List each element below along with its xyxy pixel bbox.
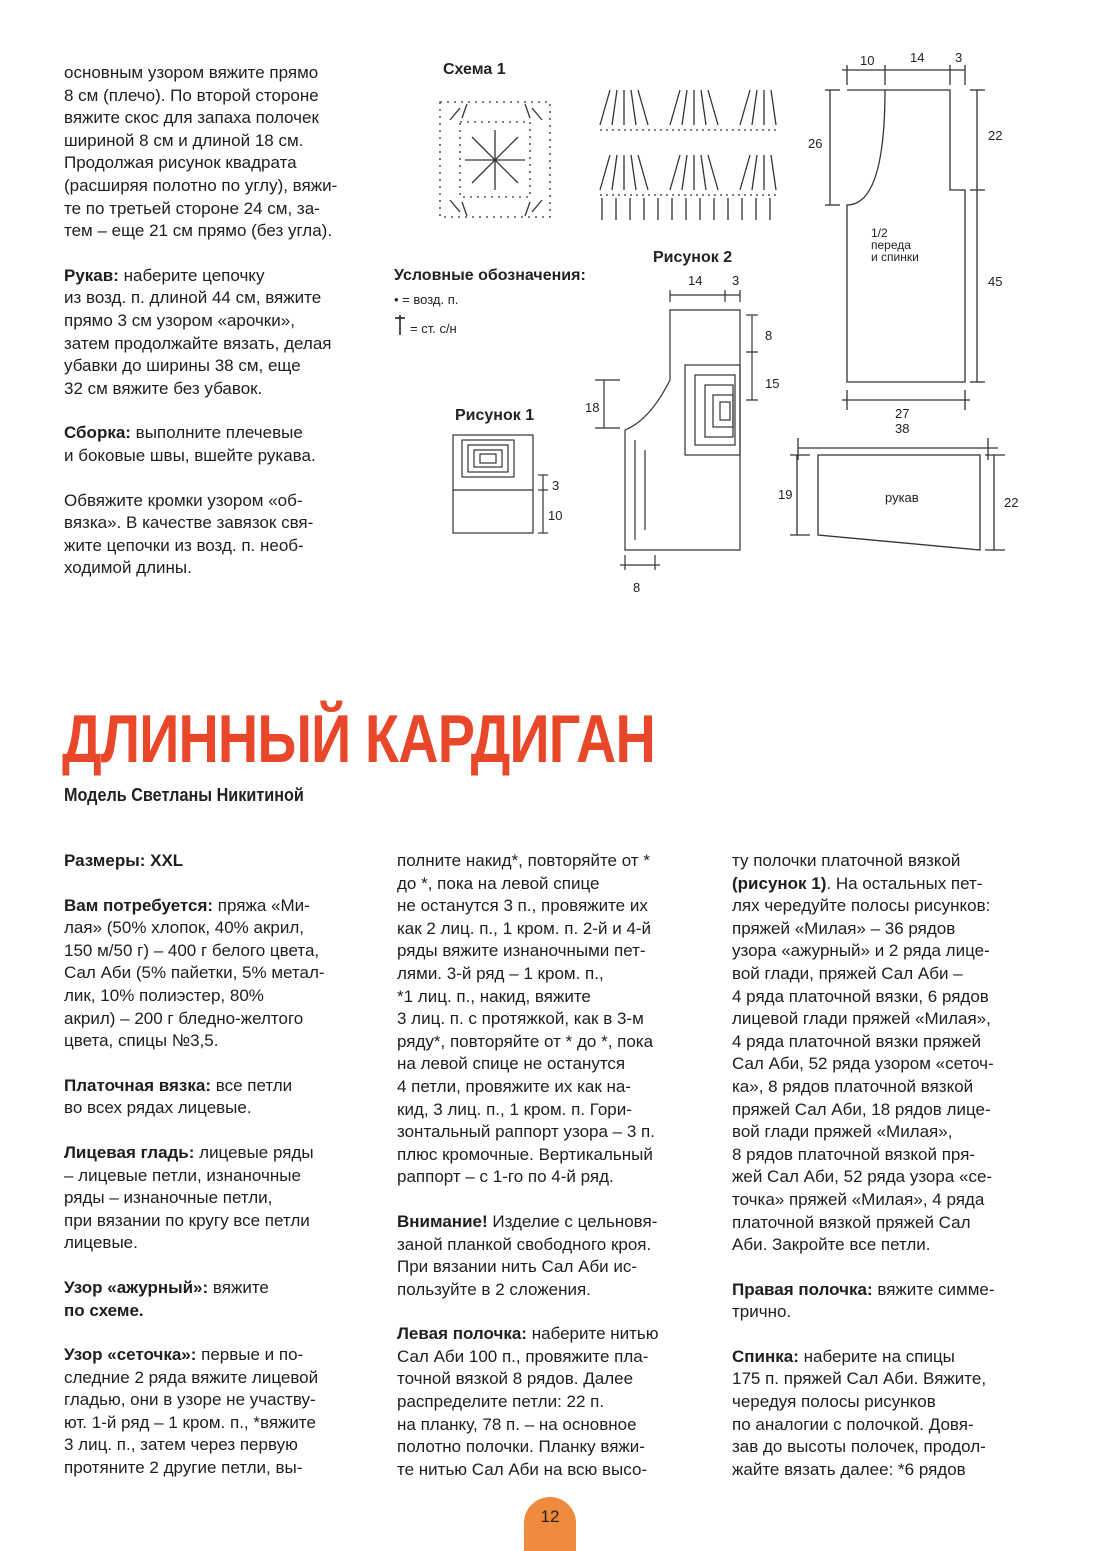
- left-front-paragraph: Левая полочка: наберите нитью Сал Аби 100 п., провяжите пла- точной вязкой 8 рядов. Далее распределите петли: 22 п. на планку, 78 п. – на основное полотно полочки. Планку вяжи- те нитью Сал Аби на всю высо-: [397, 1324, 659, 1479]
- body-dim-45: 45: [988, 274, 1003, 289]
- crochet-lace-chart: [600, 90, 780, 220]
- sleeve-paragraph: Рукав: наберите цепочку из возд. п. длиной 44 см, вяжите прямо 3 см узором «арочки», затем продолжайте вязать, делая убавки до ширины 38 см, еще 32 см вяжите без убавок.: [64, 265, 332, 398]
- column-3: [732, 850, 1062, 1503]
- body-dim-3: 3: [955, 50, 963, 65]
- body-label-line1: 1/2: [871, 226, 888, 240]
- diagrams-area: [380, 40, 1070, 600]
- page-subtitle: Модель Светланы Никитиной: [64, 785, 304, 805]
- fig2-dim-3: 3: [732, 273, 740, 288]
- fig2-dim-18: 18: [585, 400, 600, 415]
- back-paragraph: Спинка: наберите на спицы 175 п. пряжей Сал Аби. Вяжите, чередуя полосы рисунков по аналогии с полочкой. Довя- зав до высоты полочек, продол- жайте вязать далее: *6 рядов: [732, 1346, 987, 1479]
- fig1-title: Рисунок 1: [455, 407, 535, 424]
- stockinette-paragraph: Лицевая гладь: лицевые ряды – лицевые петли, изнаночные ряды – изнаночные петли, при вязании по кругу все петли лицевые.: [64, 1142, 314, 1253]
- fig2-title: Рисунок 2: [653, 249, 733, 266]
- attention-paragraph: Внимание! Изделие с цельновя- заной планкой свободного кроя. При вязании нить Сал Аби ис- пользуйте в 2 сложения.: [397, 1211, 658, 1299]
- fig2-drawing: [595, 290, 758, 570]
- mesh-continuation: полните накид*, повторяйте от * до *, пока на левой спице не останутся 3 п., провяжите их как 2 лиц. п., 1 кром. п. 2-й и 4-й ряды вяжите изнаночными пет- лями. 3-й ряд – 1 кром. п., *1 лиц. п., накид, вяжите 3 лиц. п. с протяжкой, как в 3-м ряду*, повторяйте от * до *, пока на левой спице не останутся 4 петли, провяжите их как на- кид, 3 лиц. п., 1 кром. п. Гори- зонтальный раппорт узора – 3 п. плюс кромочные. Вертикальный раппорт – с 1-го по 4-й ряд.: [397, 851, 655, 1187]
- fig1-dim-3: 3: [552, 478, 560, 493]
- body-dim-14: 14: [910, 50, 925, 65]
- shoulder-paragraph: основным узором вяжите прямо 8 см (плечо). По второй стороне вяжите скос для запаха полочек шириной 8 см и длиной 18 см. Продолжая рисунок квадрата (расширяя полотно по углу), вяжи- те по третьей стороне 24 см, за- тем – еще 21 см прямо (без угла).: [64, 63, 338, 241]
- fig2-dim-8-bottom: 8: [633, 580, 641, 595]
- fig1-dim-10: 10: [548, 508, 563, 523]
- sleeve-dim-19: 19: [778, 487, 793, 502]
- double-crochet-symbol: [395, 315, 405, 335]
- body-label-line3: и спинки: [871, 250, 919, 264]
- legend-air-chain: • = возд. п.: [394, 292, 459, 307]
- column-2: [397, 850, 717, 1503]
- top-left-text: [64, 62, 384, 602]
- edging-paragraph: Обвяжите кромки узором «об- вязка». В качестве завязок свя- жите цепочки из возд. п. необ- ходимой длины.: [64, 490, 314, 578]
- size-paragraph: Размеры: XXL: [64, 851, 184, 870]
- fig2-dim-8-right: 8: [765, 328, 773, 343]
- fig1-drawing: [453, 435, 548, 533]
- body-dim-27: 27: [895, 406, 910, 421]
- column-1: [64, 850, 384, 1502]
- lace-paragraph: Узор «ажурный»: вяжите по схеме.: [64, 1277, 269, 1320]
- page-number: 12: [524, 1497, 576, 1551]
- assembly-paragraph: Сборка: выполните плечевые и боковые швы, вшейте рукава.: [64, 423, 316, 465]
- page-title: ДЛИННЫЙ КАРДИГАН: [62, 701, 655, 777]
- legend-double-crochet: = ст. с/н: [410, 321, 457, 336]
- sleeve-dim-22: 22: [1004, 495, 1019, 510]
- legend-title: Условные обозначения:: [394, 267, 586, 284]
- sleeve-label: рукав: [885, 490, 919, 505]
- body-dim-22: 22: [988, 128, 1003, 143]
- fig2-dim-14: 14: [688, 273, 703, 288]
- fig2-dim-15: 15: [765, 376, 780, 391]
- crochet-square-chart: [440, 102, 550, 217]
- left-front-continuation: ту полочки платочной вязкой (рисунок 1). На остальных пет- лях чередуйте полосы рисунков: пряжей «Милая» – 36 рядов узора «ажурный» и 2 ряда лице- вой глади, пряжей Сал Аби – 4 ряда платочной вязки, 6 рядов лицевой глади пряжей «Милая», 4 ряда платочной вязки пряжей Сал Аби, 52 ряда узором «сеточ- ка», 8 рядов платочной вязкой пряжей Сал Аби, 18 рядов лице- вой глади пряжей «Милая», 8 рядов платочной вязкой пря- жей Сал Аби, 52 ряда узора «се- точка» пряжей «Милая», 4 ряда платочной вязкой пряжей Сал Аби. Закройте все петли.: [732, 851, 994, 1255]
- garter-paragraph: Платочная вязка: все петли во всех рядах лицевые.: [64, 1075, 293, 1118]
- mesh-paragraph: Узор «сеточка»: первые и по- следние 2 ряда вяжите лицевой гладью, они в узоре не участву- ют. 1-й ряд – 1 кром. п., *вяжите 3 лиц. п., затем через первую протяните 2 другие петли, вы-: [64, 1345, 319, 1478]
- body-dim-10: 10: [860, 53, 875, 68]
- body-dim-26: 26: [808, 136, 823, 151]
- scheme1-title: Схема 1: [443, 61, 506, 78]
- materials-paragraph: Вам потребуется: пряжа «Ми- лая» (50% хлопок, 40% акрил, 150 м/50 г) – 400 г белого цвета, Сал Аби (5% пайетки, 5% метал- лик, 10% полиэстер, 80% акрил) – 200 г бледно-желтого цвета, спицы №3,5.: [64, 895, 325, 1051]
- sleeve-dim-38: 38: [895, 421, 910, 436]
- body-label-line2: переда: [871, 238, 911, 252]
- right-front-paragraph: Правая полочка: вяжите симме- трично.: [732, 1279, 995, 1322]
